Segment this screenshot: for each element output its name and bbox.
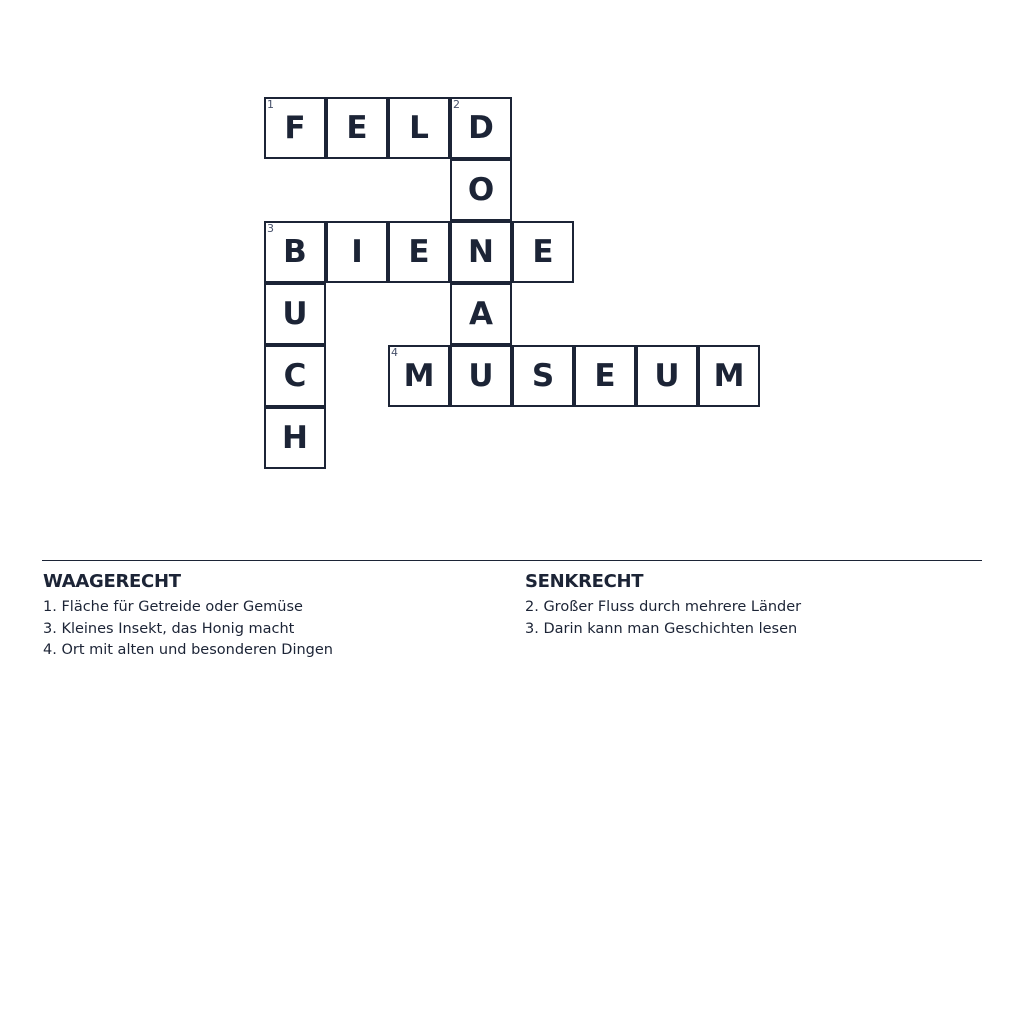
cell-letter: U: [468, 358, 494, 394]
grid-cell[interactable]: [326, 97, 388, 159]
clues-across-heading: WAAGERECHT: [43, 571, 181, 592]
clues-down-heading: SENKRECHT: [525, 571, 644, 592]
cell-letter: N: [468, 234, 494, 270]
cell-letter: H: [282, 420, 308, 456]
grid-cell[interactable]: [264, 407, 326, 469]
cell-letter: D: [468, 110, 494, 146]
divider: [42, 560, 982, 561]
grid-cell[interactable]: [264, 97, 326, 159]
grid-cell[interactable]: [698, 345, 760, 407]
cell-letter: M: [713, 358, 745, 394]
cell-letter: E: [594, 358, 616, 394]
clue-down-3: 3. Darin kann man Geschichten lesen: [525, 620, 798, 637]
grid-cell[interactable]: [636, 345, 698, 407]
grid-cell[interactable]: [574, 345, 636, 407]
clue-number: 2: [453, 98, 460, 111]
cell-letter: E: [346, 110, 368, 146]
grid-cell[interactable]: [388, 345, 450, 407]
grid-cell[interactable]: [512, 345, 574, 407]
grid-cell[interactable]: [450, 97, 512, 159]
cell-letter: L: [409, 110, 429, 146]
cell-letter: E: [408, 234, 430, 270]
cell-letter: S: [531, 358, 555, 394]
grid-cell[interactable]: [264, 345, 326, 407]
clues-down: [525, 570, 995, 640]
cell-letter: C: [283, 358, 307, 394]
cell-letter: M: [403, 358, 435, 394]
clue-number: 3: [267, 222, 274, 235]
grid-cell[interactable]: [450, 345, 512, 407]
crossword-grid: [0, 0, 1024, 500]
cell-letter: B: [283, 234, 307, 270]
clue-across-4: 4. Ort mit alten und besonderen Dingen: [43, 642, 333, 658]
cell-letter: U: [654, 358, 680, 394]
clue-number: 1: [267, 98, 274, 111]
clue-across-1: 1. Fläche für Getreide oder Gemüse: [43, 599, 303, 615]
cell-letter: E: [532, 234, 554, 270]
grid-cell[interactable]: [264, 221, 326, 283]
clue-number: 4: [391, 346, 398, 359]
cell-letter: O: [467, 172, 495, 208]
clue-across-3: 3. Kleines Insekt, das Honig macht: [43, 620, 295, 637]
grid-cell[interactable]: [388, 221, 450, 283]
cell-letter: A: [469, 296, 493, 332]
grid-cell[interactable]: [450, 221, 512, 283]
grid-cell[interactable]: [450, 283, 512, 345]
grid-cell[interactable]: [388, 97, 450, 159]
grid-cell[interactable]: [450, 159, 512, 221]
cell-letter: U: [282, 296, 308, 332]
clues-across: [43, 570, 513, 662]
clue-down-2: 2. Großer Fluss durch mehrere Länder: [525, 599, 802, 615]
cell-letter: I: [351, 234, 363, 270]
cell-letter: F: [284, 110, 306, 146]
grid-cell[interactable]: [512, 221, 574, 283]
grid-cell[interactable]: [264, 283, 326, 345]
grid-cell[interactable]: [326, 221, 388, 283]
